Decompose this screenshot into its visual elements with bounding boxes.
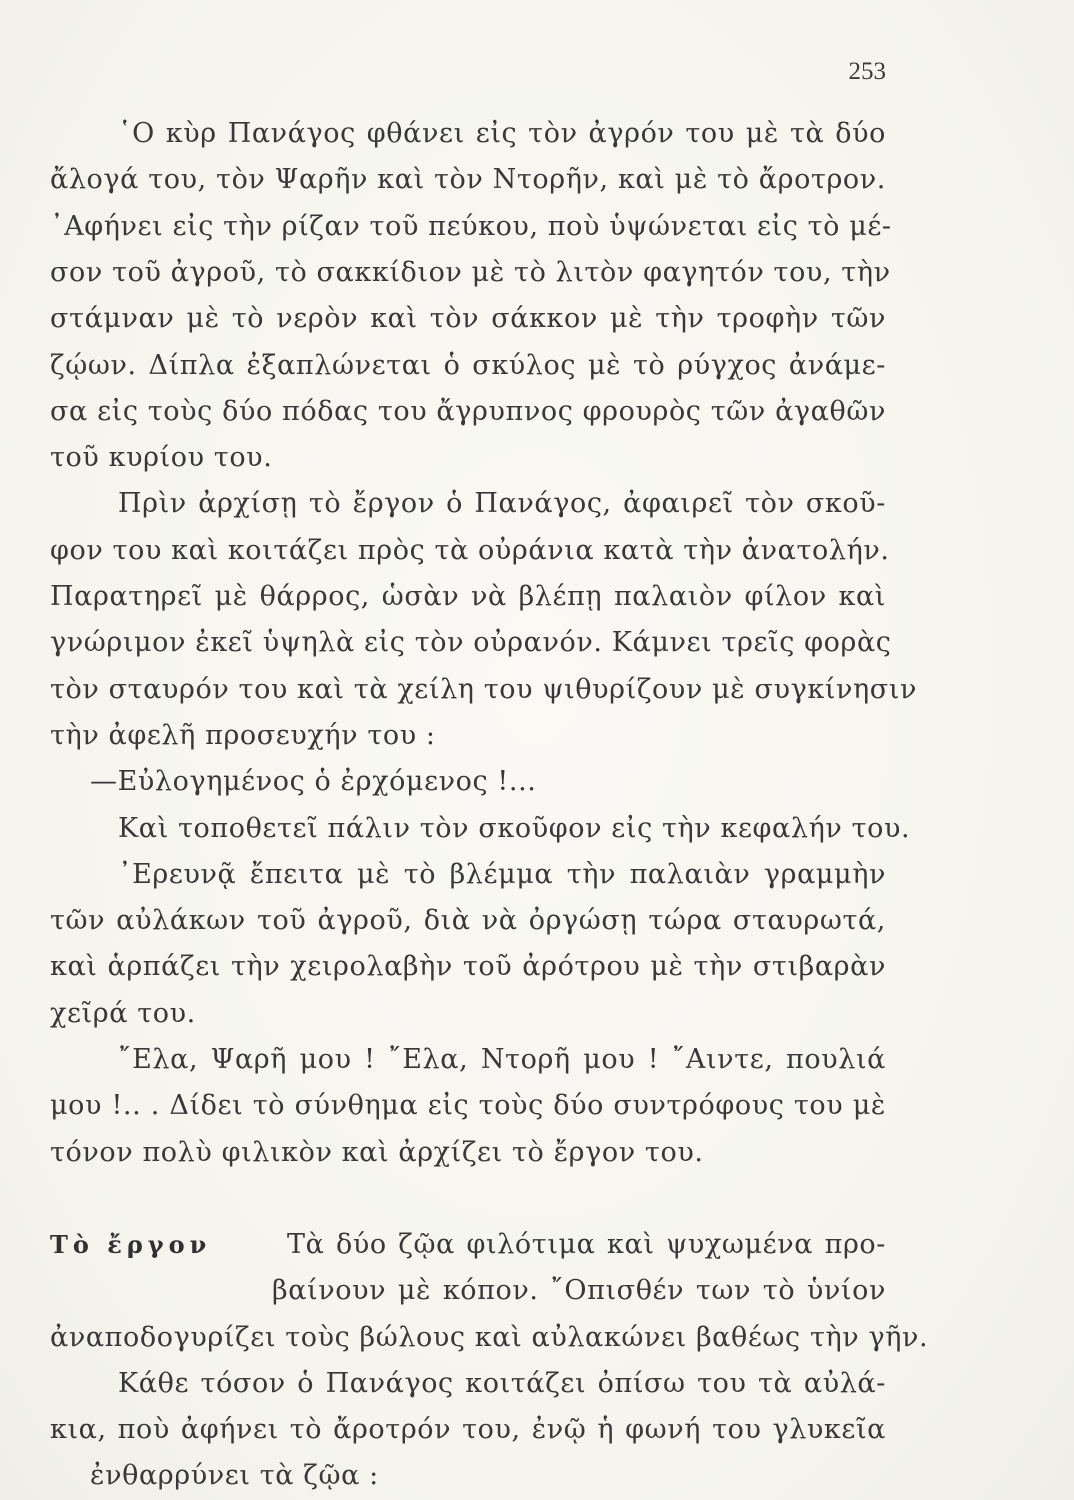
text-line-10: φον του καὶ κοιτάζει πρὸς τὰ οὐράνια κατὰ τὴν ἀνατολήν. <box>50 535 890 566</box>
text-line-22: μου !.. . Δίδει τὸ σύνθημα εἰς τοὺς δύο συντρόφους του μὲ <box>50 1090 886 1121</box>
page-number: 253 <box>848 58 886 85</box>
text-line-8: τοῦ κυρίου του. <box>50 442 273 473</box>
text-line-12: γνώριμον ἐκεῖ ὑψηλὰ εἰς τὸν οὐρανόν. Κάμνει τρεῖς φορὰς <box>50 627 892 658</box>
text-line-7: σα εἰς τοὺς δύο πόδας του ἄγρυπνος φρουρὸς τῶν ἀγαθῶν <box>50 396 886 427</box>
text-line-6: ζῴων. Δίπλα ἐξαπλώνεται ὁ σκύλος μὲ τὸ ρύγχος ἀνάμε- <box>50 350 886 381</box>
text-line-28: κια, ποὺ ἀφήνει τὸ ἄροτρόν του, ἐνῷ ἡ φωνή του γλυκεῖα <box>50 1414 886 1445</box>
text-line-9: Πρὶν ἀρχίσῃ τὸ ἔργον ὁ Πανάγος, ἀφαιρεῖ τὸν σκοῦ- <box>118 488 886 519</box>
text-line-15: —Εὐλογημένος ὁ ἐρχόμενος !... <box>90 766 537 797</box>
text-line-24: Τὰ δύο ζῷα φιλότιμα καὶ ψυχωμένα προ- <box>287 1229 886 1260</box>
text-line-16: Καὶ τοποθετεῖ πάλιν τὸν σκοῦφον εἰς τὴν κεφαλήν του. <box>118 813 911 844</box>
text-line-13: τὸν σταυρόν του καὶ τὰ χείλη του ψιθυρίζουν μὲ συγκίνησιν <box>50 674 918 705</box>
text-line-3: ᾿Αφήνει εἰς τὴν ρίζαν τοῦ πεύκου, ποὺ ὑψώνεται εἰς τὸ μέ- <box>50 211 892 242</box>
text-line-11: Παρατηρεῖ μὲ θάρρος, ὡσὰν νὰ βλέπῃ παλαιὸν φίλον καὶ <box>50 581 886 612</box>
text-line-14: τὴν ἀφελῆ προσευχήν του : <box>50 720 436 751</box>
text-line-17: ᾿Ερευνᾷ ἔπειτα μὲ τὸ βλέμμα τὴν παλαιὰν γραμμὴν <box>118 859 886 890</box>
text-line-19: καὶ ἁρπάζει τὴν χειρολαβὴν τοῦ ἀρότρου μὲ τὴν στιβαρὰν <box>50 951 886 982</box>
text-line-23: τόνον πολὺ φιλικὸν καὶ ἀρχίζει τὸ ἔργον του. <box>50 1137 704 1168</box>
text-line-26: ἀναποδογυρίζει τοὺς βώλους καὶ αὐλακώνει βαθέως τὴν γῆν. <box>50 1322 929 1353</box>
text-line-1: ῾Ο κὺρ Πανάγος φθάνει εἰς τὸν ἀγρόν του μὲ τὰ δύο <box>118 118 886 149</box>
section-heading: Τὸ ἔργον <box>50 1230 212 1259</box>
text-line-18: τῶν αὐλάκων τοῦ ἀγροῦ, διὰ νὰ ὀργώσῃ τώρα σταυρωτά, <box>50 905 886 936</box>
text-line-29: ἐνθαρρύνει τὰ ζῷα : <box>90 1460 379 1491</box>
text-line-27: Κάθε τόσον ὁ Πανάγος κοιτάζει ὀπίσω του τὰ αὐλά- <box>118 1368 886 1399</box>
text-line-25: βαίνουν μὲ κόπον. ῎Οπισθέν των τὸ ὑνίον <box>272 1275 886 1306</box>
text-line-5: στάμναν μὲ τὸ νερὸν καὶ τὸν σάκκον μὲ τὴν τροφὴν τῶν <box>50 303 886 334</box>
text-line-2: ἄλογά του, τὸν Ψαρῆν καὶ τὸν Ντορῆν, καὶ μὲ τὸ ἄροτρον. <box>50 164 886 195</box>
text-line-4: σον τοῦ ἀγροῦ, τὸ σακκίδιον μὲ τὸ λιτὸν φαγητόν του, τὴν <box>50 257 891 288</box>
text-line-21: ῎Ελα, Ψαρῆ μου ! ῎Ελα, Ντορῆ μου ! ῎Αιντε, πουλιά <box>118 1044 886 1075</box>
text-line-20: χεῖρά του. <box>50 998 196 1029</box>
